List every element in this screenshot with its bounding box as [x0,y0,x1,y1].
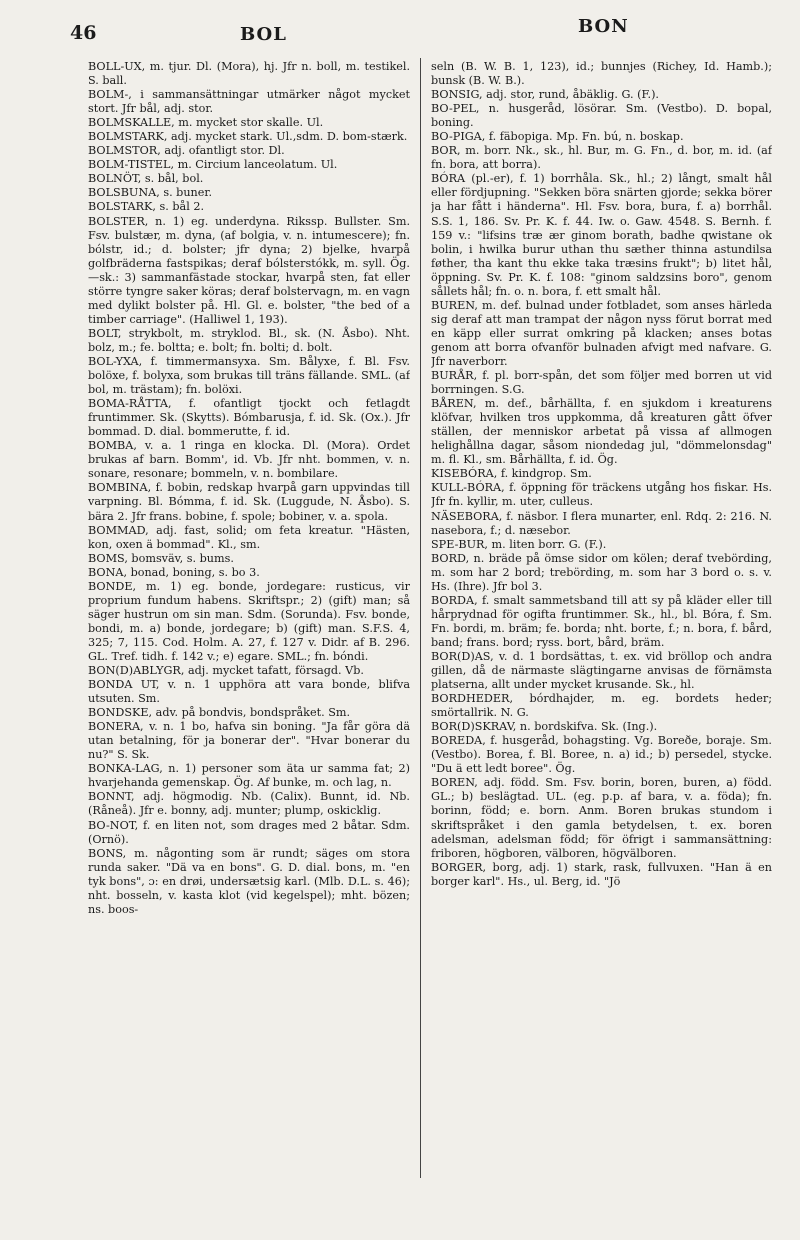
dictionary-entry: BORD, n. bräde på ömse sidor om kölen; deraf tvebörding, m. som har 2 bord; trebörding, m. som har 3 bord o. s. v. Hs. (Ihre). Jfr bol 3. [431,551,772,593]
dictionary-entry: BOLMSTARK, adj. mycket stark. Ul.,sdm. D. bom-stærk. [88,130,408,144]
dictionary-entry: BONNT, adj. högmodig. Nb. (Calix). Bunnt, id. Nb. (Råneå). Jfr e. bonny, adj. munter; plump, oskicklig. [88,790,410,818]
dictionary-entry: BÅREN, m. def., bårhällta, f. en sjukdom i kreaturens klöfvar, hvilken tros uppkomma, då kreaturen gått öfver ställen, der menniskor arbetat på vissa af allmogen helighållna dagar, såsom niondedag jul, "dömmelonsdag" m. fl. Kl., sm. Bårhällta, f. id. Ög. [431,397,772,467]
column-divider [420,58,421,1178]
dictionary-entry: BONDE, m. 1) eg. bonde, jordegare: rusticus, vir proprium fundum habens. Skriftspr.; 2) (gift) man; så säger hustrun om sin man. Sdm. (Sorunda). Fsv. bonde, bondi, m. a) bonde, jordegare; b) (gift) man. S.F.S. 4, 325; 7, 115. Cod. Holm. A. 27, f. 127 v. Didr. af B. 296. GL. Tref. tidh. f. 142 v.; e) egare. SML.; fn. bóndi. [88,579,410,663]
dictionary-entry: BONDSKE, adv. på bondvis, bondspråket. Sm. [88,706,351,720]
dictionary-entry: BOMS, bomsväv, s. bums. [88,551,234,565]
dictionary-entry: BO-PEL, n. husgeråd, lösörar. Sm. (Vestbo). D. bopal, boning. [431,102,772,130]
dictionary-entry: BO-PIGA, f. fäbopiga. Mp. Fn. bú, n. boskap. [431,130,684,144]
dictionary-entry: BOLL-UX, m. tjur. Dl. (Mora), hj. Jfr n. boll, m. testikel. S. ball. [88,60,410,88]
dictionary-entry: BORDA, f. smalt sammetsband till att sy på kläder eller till hårprydnad för ogifta fruntimmer. Sk., hl., bl. Bóra, f. Sm. Fn. bordi, m. bräm; fe. borda; nht. borte, f.; n. bora, f. bård, band; frans. bord; ryss. bort, bård, bräm. [431,593,772,649]
running-head-right: BON [578,16,629,37]
dictionary-entry: SPE-BUR, m. liten borr. G. (F.). [431,537,607,551]
dictionary-entry: BONA, bonad, boning, s. bo 3. [88,565,260,579]
dictionary-entry: BOMA-RÅTTA, f. ofantligt tjockt och fetlagdt fruntimmer. Sk. (Skytts). Bómbarusja, f. id. Sk. (Ox.). Jfr bommad. D. dial. bommerutte, f. id. [88,397,410,439]
dictionary-entry: BOMBINA, f. bobin, redskap hvarpå garn uppvindas till varpning. Bl. Bómma, f. id. Sk. (Luggude, N. Åsbo). S. bära 2. Jfr frans. bobine, f. spole; bobiner, v. a. spola. [88,481,410,523]
dictionary-entry: BORGER, borg, adj. 1) stark, rask, fullvuxen. "Han ä en borger karl". Hs., ul. Berg, id. "Jö [431,860,772,888]
dictionary-entry: BOR(D)AS, v. d. 1 bordsättas, t. ex. vid bröllop och andra gillen, då de närmaste slägtingarne anvisas de förnämsta platserna, allt under mycket krusande. Sk., hl. [431,649,772,692]
dictionary-entry: BONSIG, adj. stor, rund, åbäklig. G. (F.). [431,88,659,102]
dictionary-entry: BORDHEDER, bórdhajder, m. eg. bordets heder; smörtallrik. N. G. [431,692,772,720]
dictionary-entry: KULL-BÓRA, f. öppning för träckens utgång hos fiskar. Hs. Jfr fn. kyllir, m. uter, culleus. [431,481,772,509]
right-column [431,60,772,1210]
dictionary-entry: BOR, m. borr. Nk., sk., hl. Bur, m. G. Fn., d. bor, m. id. (af fn. bora, att borra). [431,144,772,172]
dictionary-entry: BOMMAD, adj. fast, solid; om feta kreatur. "Hästen, kon, oxen ä bommad". Kl., sm. [88,523,410,551]
running-head-left: BOL [240,24,287,45]
dictionary-entry: BOLSBUNA, s. buner. [88,186,213,200]
dictionary-entry: BOREDA, f. husgeråd, bohagsting. Vg. Boreðe, boraje. Sm. (Vestbo). Borea, f. Bl. Boree, n. a) id.; b) persedel, stycke. "Du ä ett ledt boree". Ög. [431,734,772,776]
dictionary-entry: BOLM-TISTEL, m. Circium lanceolatum. Ul. [88,158,338,172]
dictionary-entry: BOLM-, i sammansättningar utmärker något mycket stort. Jfr bål, adj. stor. [88,88,410,116]
dictionary-entry: BOLMSKALLE, m. mycket stor skalle. Ul. [88,116,324,130]
dictionary-entry: BONDA UT, v. n. 1 upphöra att vara bonde, blifva utsuten. Sm. [88,678,410,706]
dictionary-entry: BON(D)ABLYGR, adj. mycket tafatt, försagd. Vb. [88,664,364,678]
dictionary-entry: BOL-YXA, f. timmermansyxa. Sm. Bålyxe, f. Bl. Fsv. bolöxe, f. bolyxa, som brukas till träns fällande. SML. (af bol, m. trästam); fn. bolöxi. [88,354,410,397]
dictionary-entry: BOLSTER, n. 1) eg. underdyna. Rikssp. Bullster. Sm. Fsv. bulstær, m. dyna, (af bolgia, v. n. intumescere); fn. bólstr, id.; d. bolster; jfr dyna; 2) bjelke, hvarpå golfbräderna fastspikas; deraf bólsterstókk, m. syll. Ög.—sk.: 3) sammanfästade stockar, hvarpå sten, fat eller större tyngre saker köras; deraf bolstervagn, m. en vagn med dylikt bolster på. Hl. Gl. e. bolster, "the bed of a timber carriage". (Halliwel 1, 193). [88,214,410,326]
dictionary-entry: BONERA, v. n. 1 bo, hafva sin boning. "Ja får göra dä utan betalning, för ja bonerar der". "Hvar bonerar du nu?" S. Sk. [88,720,410,762]
page-header [0,16,800,52]
dictionary-entry: BOLSTARK, s. bål 2. [88,200,205,214]
page-number: 46 [70,22,97,44]
dictionary-entry: BÓRA (pl.-er), f. 1) borrhåla. Sk., hl.; 2) långt, smalt hål eller fördjupning. "Sekken böra snärten gjorde; sekka börer ja har fått i händerna". Hl. Fsv. bora, bura, f. a) borrhål. S.S. 1, 186. Sv. Pr. K. f. 44. Iw. o. Gaw. 4548. S. Bernh. f. 159 v.: "lifsins træ ær ginom borath, badhe qwistane ok bolin, i hwilka burur uthan thu sæther thinna astundilsa føther, tha kant thu ekke taka træsins frukt"; b) litet hål, öppning. Sv. Pr. K. f. 108: "ginom saldzsins boro", genom sållets hål; fn. o. n. bora, f. ett smalt hål. [431,172,772,298]
dictionary-entry: NÄSEBORA, f. näsbor. I flera munarter, enl. Rdq. 2: 216. N. nasebora, f.; d. næsebor. [431,509,772,537]
dictionary-entry: BOMBA, v. a. 1 ringa en klocka. Dl. (Mora). Ordet brukas af barn. Bomm', id. Vb. Jfr nht. bommen, v. n. sonare, resonare; bommeln, v. n. bombilare. [88,439,410,481]
dictionary-entry: BO-NOT, f. en liten not, som drages med 2 båtar. Sdm. (Ornö). [88,818,410,846]
dictionary-entry: BOREN, adj. född. Sm. Fsv. borin, boren, buren, a) född. GL.; b) beslägtad. UL. (eg. p.p. af bara, v. a. föda); fn. borinn, född; e. born. Anm. Boren brukas stundom i skriftspråket i den gamla betydelsen, t. ex. boren adelsman, adelsman född; för öfrigt i sammansättning: friboren, högboren, välboren, högvälboren. [431,776,772,860]
dictionary-entry: BOLT, strykbolt, m. stryklod. Bl., sk. (N. Åsbo). Nht. bolz, m.; fe. boltta; e. bolt; fn. bolti; d. bolt. [88,326,410,354]
dictionary-entry: BOLNÖT, s. bål, bol. [88,172,204,186]
dictionary-entry: BOR(D)SKRAV, n. bordskifva. Sk. (Ing.). [431,720,658,734]
dictionary-entry: BURÅR, f. pl. borr-spån, det som följer med borren ut vid borrningen. S.G. [431,369,772,397]
dictionary-entry: BUREN, m. def. bulnad under fotbladet, som anses härleda sig deraf att man trampat der någon nyss förut borrat med en käpp eller surrat omkring på klacken; anses botas genom att borra ofvanför bulnaden afvigt med nafvare. G. Jfr naverborr. [431,298,772,368]
dictionary-entry: BOLMSTOR, adj. ofantligt stor. Dl. [88,144,285,158]
dictionary-entry: BONKA-LAG, n. 1) personer som äta ur samma fat; 2) hvarjehanda gemenskap. Ög. Af bunke, m. och lag, n. [88,762,410,790]
dictionary-entry: seln (B. W. B. 1, 123), id.; bunnjes (Richey, Id. Hamb.); bunsk (B. W. B.). [431,60,772,88]
dictionary-entry: BONS, m. någonting som är rundt; säges om stora runda saker. "Dä va en bons". G. D. dial. bons, m. "en tyk bons", ɔ: en drøi, undersætsig karl. (Mlb. D.L. s. 46); nht. bosseln, v. kasta klot (vid kegelspel); mht. bözen; ns. boos- [88,846,410,916]
dictionary-entry: KISEBÓRA, f. kindgrop. Sm. [431,467,592,481]
left-column [88,60,410,1210]
